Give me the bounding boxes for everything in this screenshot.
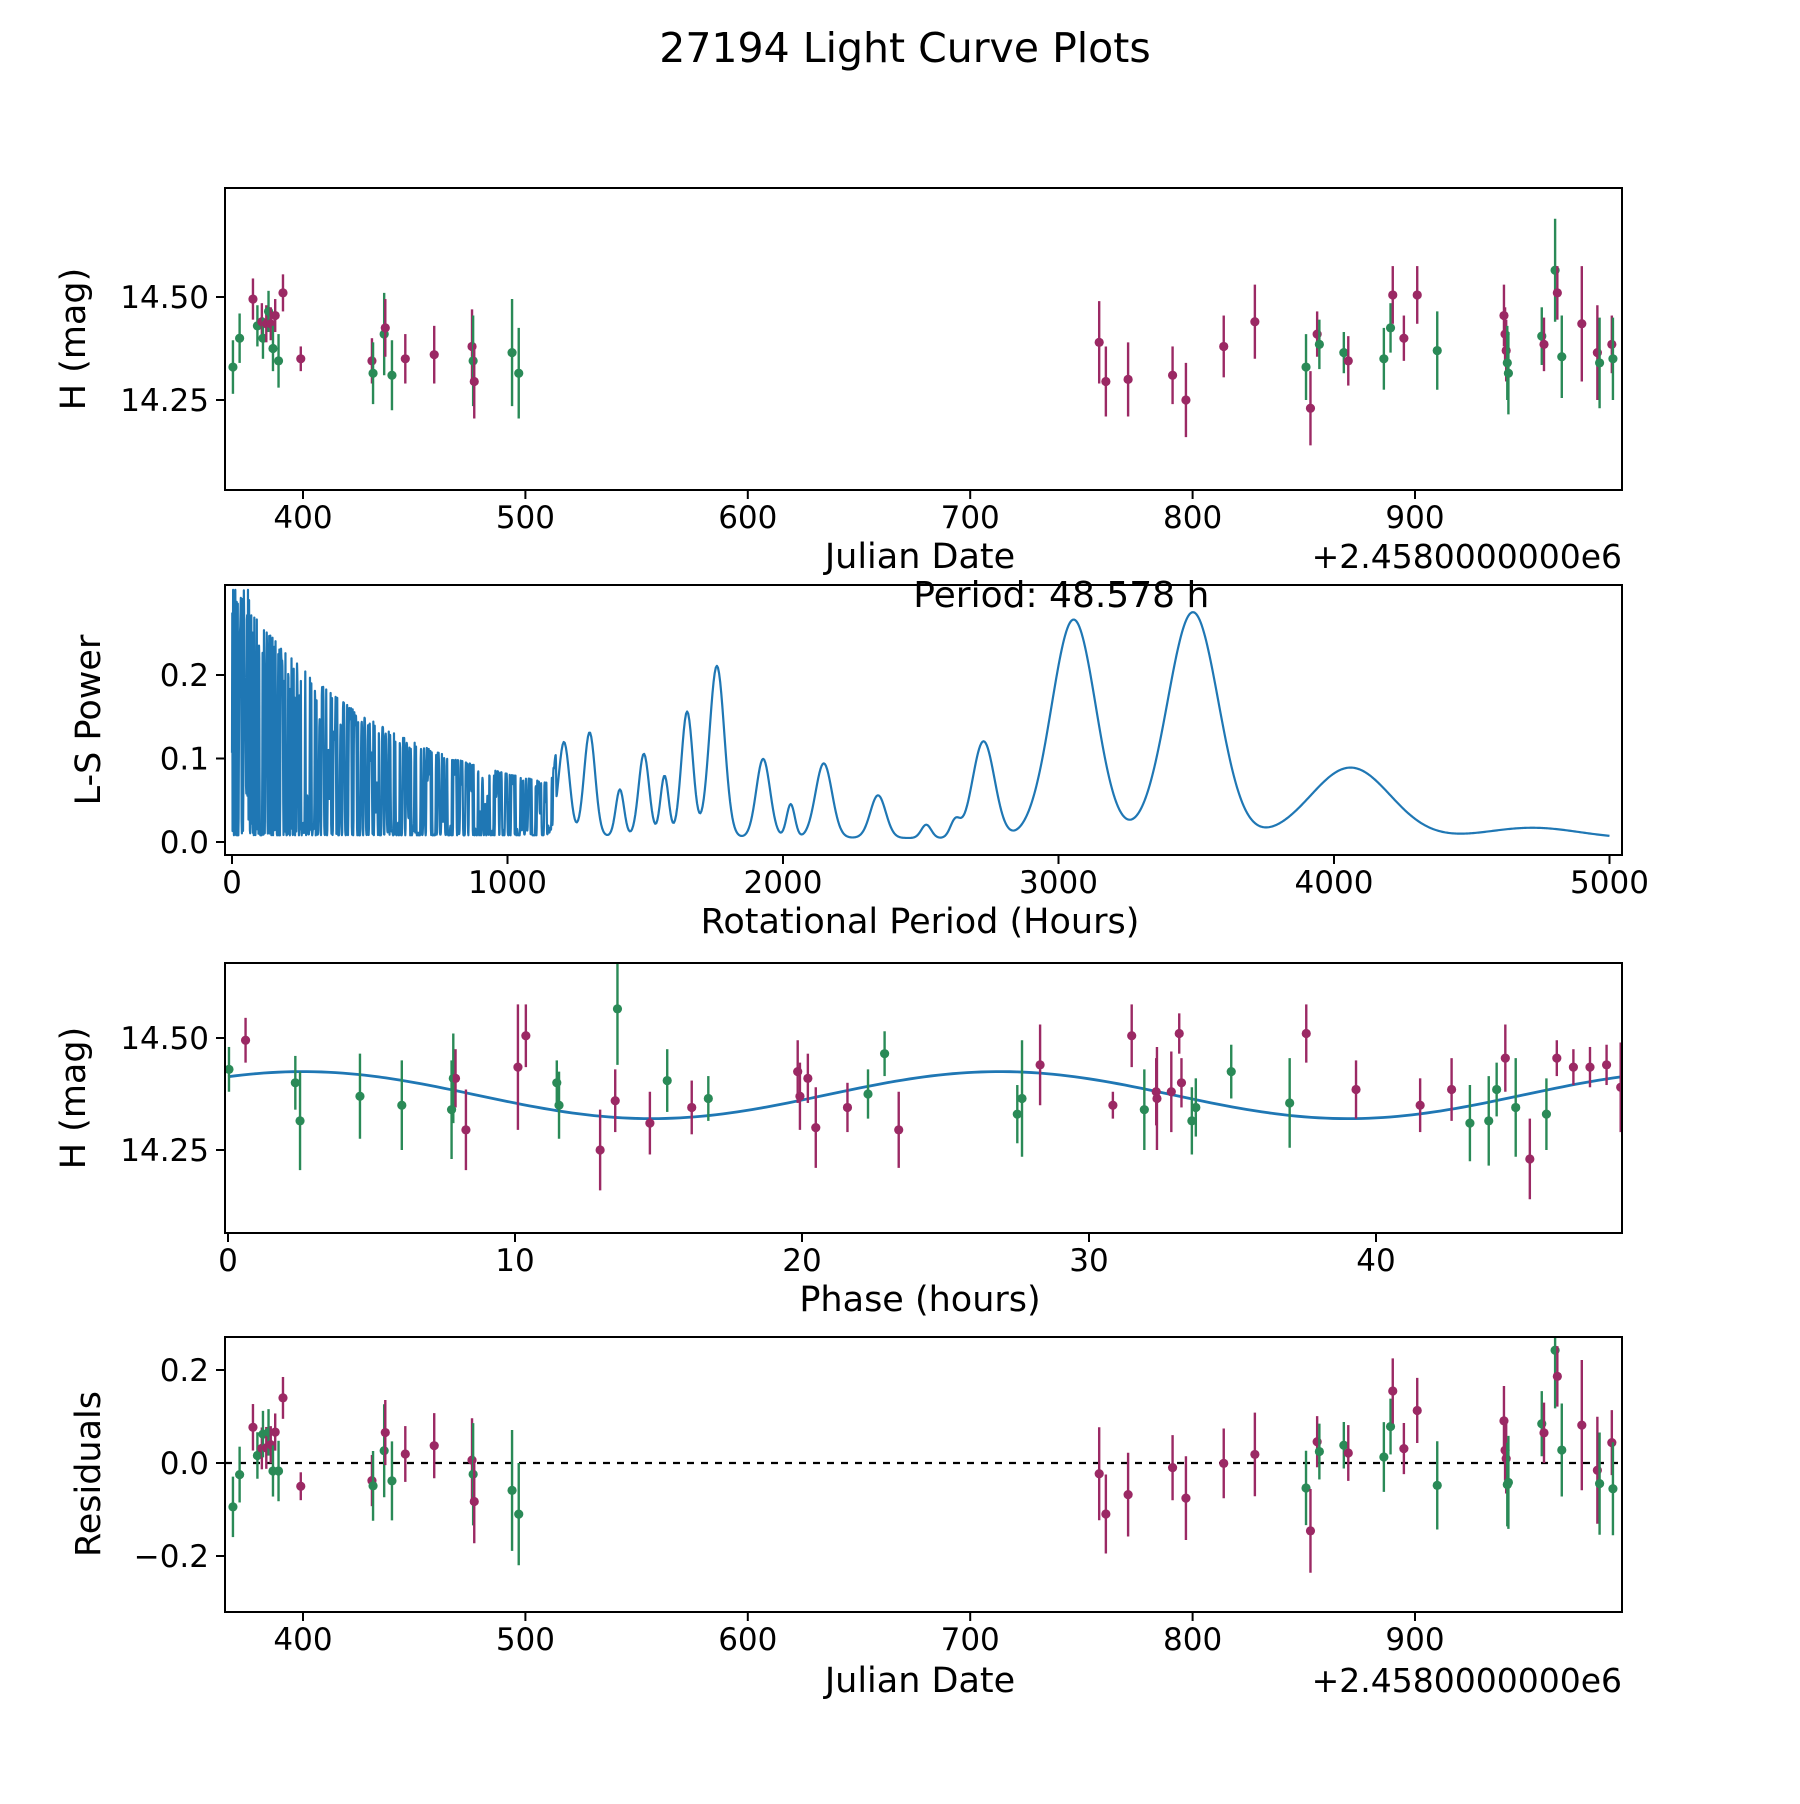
x-tick-label: 600 xyxy=(718,500,778,536)
data-point xyxy=(1379,354,1388,363)
data-point xyxy=(645,1119,654,1128)
data-point xyxy=(843,1103,852,1112)
data-point xyxy=(447,1105,456,1114)
data-point xyxy=(1351,1085,1360,1094)
x-tick-label: 900 xyxy=(1385,1622,1445,1658)
y-tick-label: 14.25 xyxy=(120,383,209,419)
data-point xyxy=(397,1101,406,1110)
data-point xyxy=(1177,1078,1186,1087)
x-tick-label: 4000 xyxy=(1294,865,1374,901)
y-tick-label: 14.25 xyxy=(120,1133,209,1169)
data-point xyxy=(1219,1459,1228,1468)
x-tick-label: 2000 xyxy=(743,865,823,901)
data-point xyxy=(271,1427,280,1436)
data-point xyxy=(1101,377,1110,386)
data-point xyxy=(1315,1447,1324,1456)
data-point xyxy=(430,350,439,359)
x-tick-label: 700 xyxy=(940,500,1000,536)
data-point xyxy=(1595,358,1604,367)
data-point xyxy=(1504,369,1513,378)
data-point xyxy=(1339,1441,1348,1450)
data-point xyxy=(1608,1484,1617,1493)
data-point xyxy=(1399,1444,1408,1453)
data-point xyxy=(1095,1469,1104,1478)
x-tick-label: 500 xyxy=(495,1622,555,1658)
data-point xyxy=(235,1470,244,1479)
data-point xyxy=(1315,340,1324,349)
data-point xyxy=(1168,1463,1177,1472)
data-point xyxy=(1577,319,1586,328)
y-tick-label: 0.0 xyxy=(159,825,209,861)
data-point xyxy=(863,1089,872,1098)
residuals-ylabel: Residuals xyxy=(69,1390,109,1558)
x-tick-label: 1000 xyxy=(468,865,547,901)
periodogram-xlabel: Rotational Period (Hours) xyxy=(700,902,1140,942)
data-point xyxy=(296,1482,305,1491)
data-point xyxy=(1250,317,1259,326)
data-point xyxy=(514,369,523,378)
data-point xyxy=(880,1049,889,1058)
data-point xyxy=(1386,323,1395,332)
data-point xyxy=(1187,1116,1196,1125)
data-point xyxy=(1101,1509,1110,1518)
y-tick-label: 0.2 xyxy=(159,658,209,694)
data-point xyxy=(1399,334,1408,343)
data-point xyxy=(248,294,257,303)
data-point xyxy=(1504,1478,1513,1487)
lightcurve-points xyxy=(228,219,1617,446)
axes-frame xyxy=(225,963,1622,1233)
periodogram-ylabel: L-S Power xyxy=(69,634,109,806)
data-point xyxy=(1152,1094,1161,1103)
data-point xyxy=(470,1497,479,1506)
data-point xyxy=(1539,1428,1548,1437)
data-point xyxy=(554,1101,563,1110)
data-point xyxy=(514,1510,523,1519)
phased_lightcurve-xlabel: Phase (hours) xyxy=(799,1280,1041,1320)
data-point xyxy=(1095,338,1104,347)
phase-fit-curve-group xyxy=(228,1072,1620,1119)
data-point xyxy=(507,1486,516,1495)
data-point xyxy=(401,354,410,363)
data-point xyxy=(1181,1493,1190,1502)
data-point xyxy=(1219,342,1228,351)
data-point xyxy=(430,1441,439,1450)
x-tick-label: 30 xyxy=(1069,1243,1109,1279)
residuals-axis-offset: +2.4580000000e6 xyxy=(1311,1661,1622,1700)
data-point xyxy=(355,1092,364,1101)
x-tick-label: 400 xyxy=(273,1622,333,1658)
data-point xyxy=(1140,1105,1149,1114)
data-point xyxy=(1344,1448,1353,1457)
data-point xyxy=(387,371,396,380)
data-point xyxy=(1168,371,1177,380)
lightcurve-xlabel: Julian Date xyxy=(824,537,1016,577)
y-tick-label: 14.50 xyxy=(120,1021,209,1057)
data-point xyxy=(1553,288,1562,297)
data-point xyxy=(1124,1490,1133,1499)
data-point xyxy=(1108,1101,1117,1110)
data-point xyxy=(1569,1063,1578,1072)
data-point xyxy=(1433,1481,1442,1490)
data-point xyxy=(235,334,244,343)
data-point xyxy=(461,1125,470,1134)
figure-title: 27194 Light Curve Plots xyxy=(659,24,1151,72)
data-point xyxy=(1595,1479,1604,1488)
data-point xyxy=(1542,1110,1551,1119)
data-point xyxy=(521,1031,530,1040)
data-point xyxy=(271,311,280,320)
data-point xyxy=(368,369,377,378)
x-tick-label: 800 xyxy=(1163,500,1223,536)
data-point xyxy=(1017,1094,1026,1103)
x-tick-label: 5000 xyxy=(1570,865,1649,901)
y-tick-label: 14.50 xyxy=(120,280,209,316)
data-point xyxy=(1413,1406,1422,1415)
data-point xyxy=(1616,1083,1625,1092)
data-point xyxy=(470,377,479,386)
data-point xyxy=(1577,1421,1586,1430)
data-point xyxy=(1539,340,1548,349)
y-tick-label: 0.1 xyxy=(159,741,209,778)
data-point xyxy=(296,354,305,363)
x-tick-label: 20 xyxy=(782,1243,822,1279)
periodogram-curve xyxy=(232,590,1610,838)
y-tick-label: 0.0 xyxy=(159,1446,209,1482)
data-point xyxy=(1557,352,1566,361)
data-point xyxy=(1306,404,1315,413)
data-point xyxy=(596,1145,605,1154)
data-point xyxy=(401,1449,410,1458)
periodogram-curve-group xyxy=(232,590,1610,838)
data-point xyxy=(687,1103,696,1112)
data-point xyxy=(387,1476,396,1485)
data-point xyxy=(1388,290,1397,299)
data-point xyxy=(1608,354,1617,363)
data-point xyxy=(1301,362,1310,371)
data-point xyxy=(1557,1445,1566,1454)
lightcurve-ylabel: H (mag) xyxy=(54,267,94,411)
data-point xyxy=(248,1423,257,1432)
residual-points xyxy=(228,1292,1617,1573)
phased_lightcurve-ylabel: H (mag) xyxy=(54,1026,94,1170)
data-point xyxy=(278,1393,287,1402)
data-point xyxy=(274,1466,283,1475)
data-point xyxy=(1306,1526,1315,1535)
data-point xyxy=(1035,1060,1044,1069)
data-point xyxy=(611,1096,620,1105)
data-point xyxy=(1447,1085,1456,1094)
data-point xyxy=(381,1428,390,1437)
data-point xyxy=(1552,1054,1561,1063)
data-point xyxy=(1124,375,1133,384)
data-point xyxy=(1413,290,1422,299)
data-point xyxy=(268,344,277,353)
data-point xyxy=(1302,1029,1311,1038)
data-point xyxy=(894,1125,903,1134)
x-tick-label: 900 xyxy=(1385,500,1445,536)
data-point xyxy=(795,1092,804,1101)
data-point xyxy=(295,1116,304,1125)
data-point xyxy=(278,288,287,297)
data-point xyxy=(291,1078,300,1087)
data-point xyxy=(1344,356,1353,365)
data-point xyxy=(1492,1085,1501,1094)
x-tick-label: 0 xyxy=(218,1243,238,1279)
data-point xyxy=(1181,395,1190,404)
data-point xyxy=(1416,1101,1425,1110)
data-point xyxy=(1602,1060,1611,1069)
x-tick-label: 700 xyxy=(940,1622,1000,1658)
x-tick-label: 400 xyxy=(273,500,333,536)
data-point xyxy=(704,1094,713,1103)
data-point xyxy=(507,348,516,357)
data-point xyxy=(1285,1098,1294,1107)
lightcurve-axis-offset: +2.4580000000e6 xyxy=(1311,537,1622,576)
data-point xyxy=(241,1036,250,1045)
residuals-xlabel: Julian Date xyxy=(824,1661,1016,1701)
data-point xyxy=(1250,1450,1259,1459)
x-tick-label: 3000 xyxy=(1019,865,1098,901)
data-point xyxy=(1339,348,1348,357)
data-point xyxy=(228,362,237,371)
data-point xyxy=(1465,1119,1474,1128)
data-point xyxy=(1388,1386,1397,1395)
data-point xyxy=(513,1063,522,1072)
data-point xyxy=(1525,1154,1534,1163)
data-point xyxy=(811,1123,820,1132)
data-point xyxy=(1511,1103,1520,1112)
y-tick-label: −0.2 xyxy=(133,1539,209,1575)
data-point xyxy=(274,356,283,365)
phase-fit-curve xyxy=(228,1072,1620,1119)
data-point xyxy=(1175,1029,1184,1038)
x-tick-label: 40 xyxy=(1356,1243,1396,1279)
data-point xyxy=(1433,346,1442,355)
period-annotation: Period: 48.578 h xyxy=(913,575,1210,616)
x-tick-label: 600 xyxy=(718,1622,778,1658)
data-point xyxy=(613,1004,622,1013)
data-point xyxy=(1013,1110,1022,1119)
data-point xyxy=(1379,1452,1388,1461)
data-point xyxy=(1301,1483,1310,1492)
data-point xyxy=(1553,1372,1562,1381)
data-point xyxy=(1167,1087,1176,1096)
data-point xyxy=(1501,1054,1510,1063)
x-tick-label: 800 xyxy=(1163,1622,1223,1658)
x-tick-label: 0 xyxy=(222,865,242,901)
data-point xyxy=(1227,1067,1236,1076)
y-tick-label: 0.2 xyxy=(159,1353,209,1389)
data-point xyxy=(803,1074,812,1083)
data-point xyxy=(663,1076,672,1085)
data-point xyxy=(1127,1031,1136,1040)
x-tick-label: 10 xyxy=(495,1243,535,1279)
data-point xyxy=(1585,1063,1594,1072)
data-point xyxy=(1484,1116,1493,1125)
x-tick-label: 500 xyxy=(495,500,555,536)
phased_lightcurve-axes xyxy=(54,963,1622,1320)
data-point xyxy=(228,1502,237,1511)
data-point xyxy=(368,1481,377,1490)
data-point xyxy=(381,323,390,332)
lightcurve-axes xyxy=(54,188,1622,577)
